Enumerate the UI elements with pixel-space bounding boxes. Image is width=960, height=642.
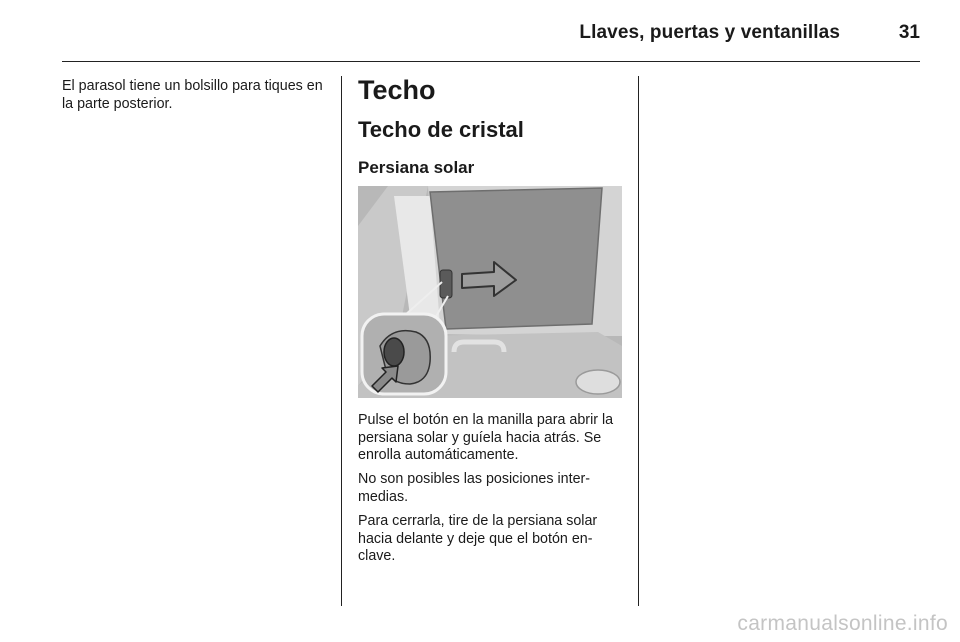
- column-divider-left: [341, 76, 342, 606]
- page-number: 31: [898, 22, 920, 43]
- section-subsubheading: Persiana solar: [358, 158, 475, 177]
- handle-button-detail-icon: [362, 314, 446, 394]
- watermark: carmanualsonline.info: [737, 612, 948, 635]
- section-subheading: Techo de cristal: [358, 117, 524, 142]
- header-divider: [62, 61, 920, 62]
- instruction-paragraph-1: Pulse el botón en la manilla para abrir la persiana solar y guíela hacia atrás. Se enrolla automáticamente.: [358, 412, 614, 463]
- section-heading: Techo: [358, 75, 436, 105]
- instruction-paragraph-3: Para cerrarla, tire de la persiana solar hacia delante y deje que el botón en-clave.: [358, 513, 598, 564]
- instruction-paragraph-2: No son posibles las posiciones inter-medias.: [358, 471, 591, 505]
- sunshade-panel: [430, 188, 602, 329]
- sunroof-sunshade-illustration: [358, 186, 622, 398]
- column-divider-right: [638, 76, 639, 606]
- header-title: Llaves, puertas y ventanillas: [579, 22, 840, 43]
- left-column-paragraph: El parasol tiene un bolsillo para tiques en la parte posterior.: [62, 78, 323, 112]
